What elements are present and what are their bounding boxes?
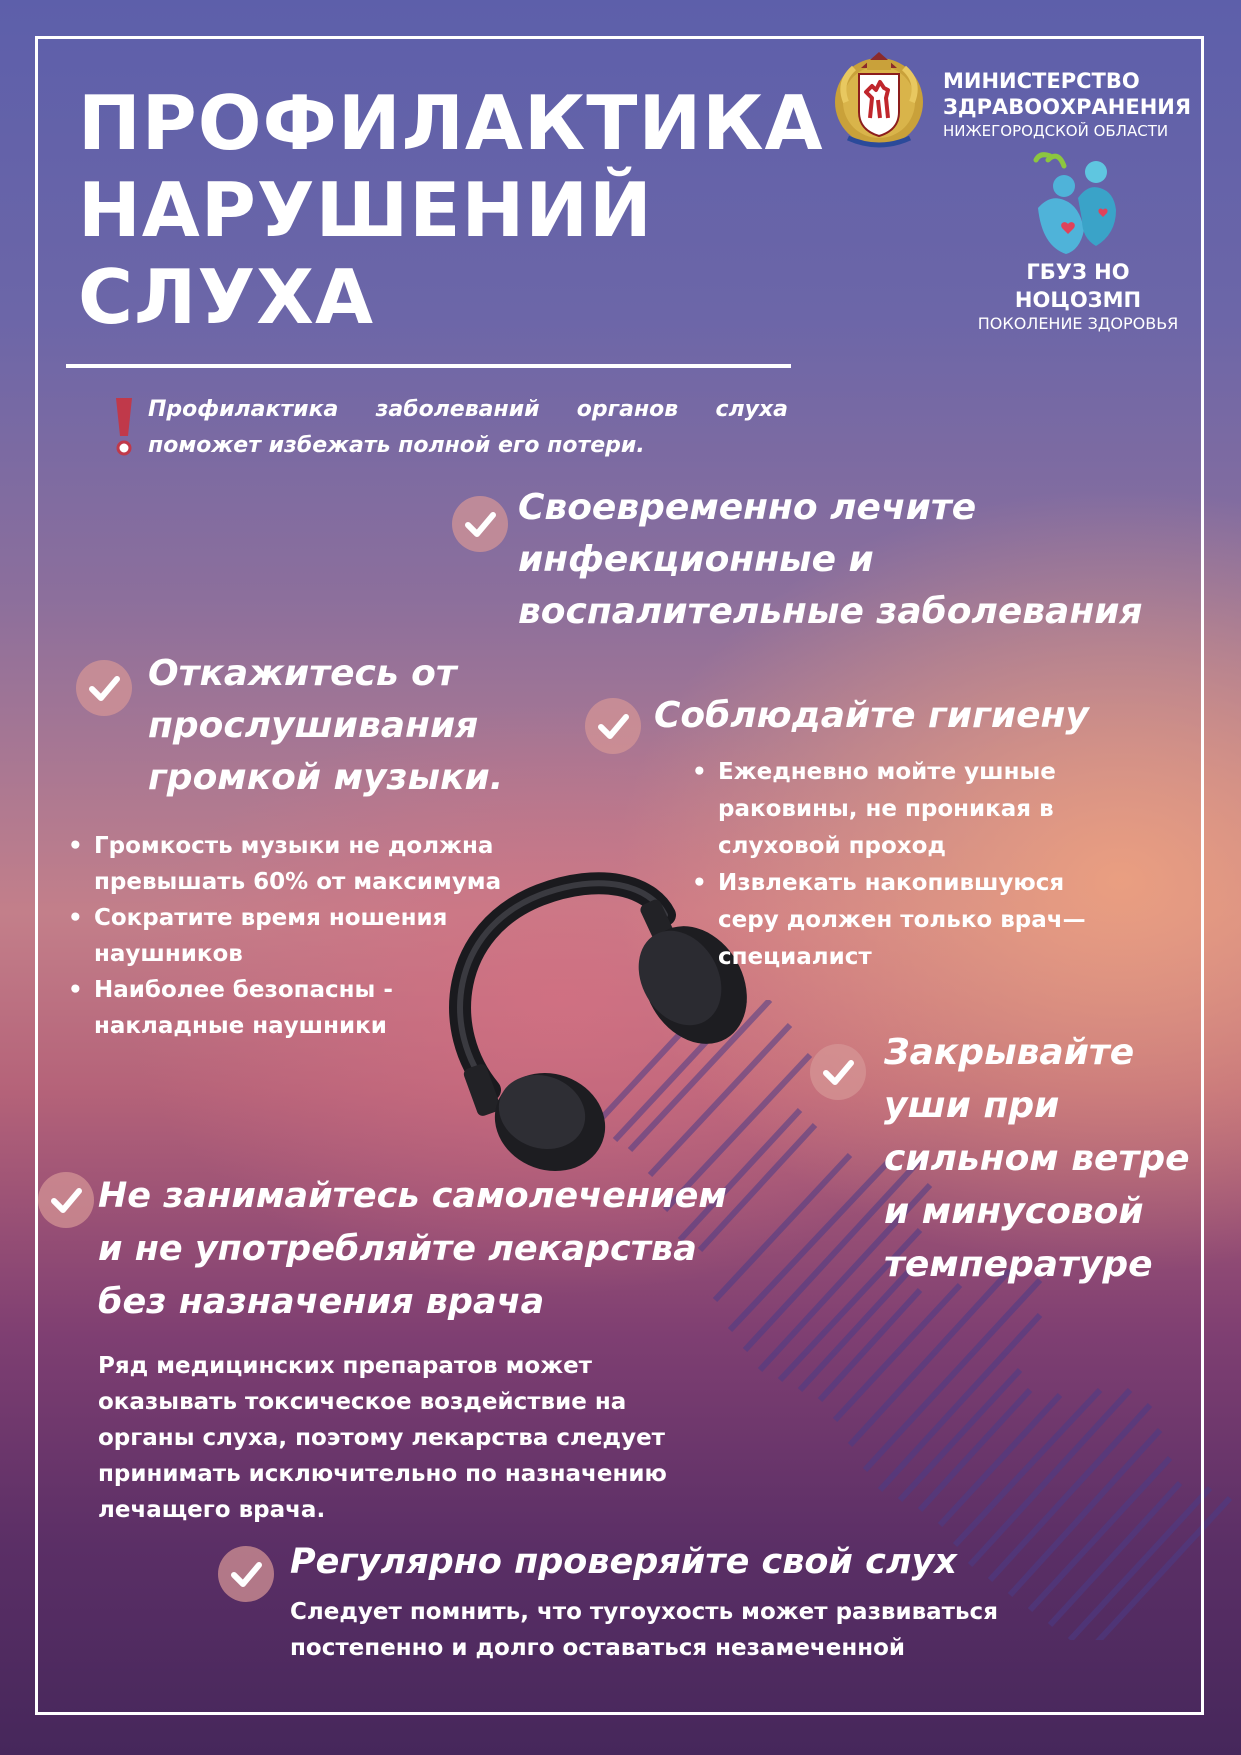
tip-music-heading [148, 648, 503, 804]
title-line-1: ПРОФИЛАКТИКА [78, 79, 824, 167]
check-icon [810, 1044, 866, 1100]
tip-selfmed-line-1: Не занимайтесь самолечением [98, 1176, 727, 1216]
ministry-line-2: ЗДРАВООХРАНЕНИЯ [943, 95, 1192, 119]
check-icon [76, 660, 132, 716]
tip-music-line-2: прослушивания [148, 705, 479, 746]
organization-subtitle: ПОКОЛЕНИЕ ЗДОРОВЬЯ [977, 314, 1179, 333]
tip-treat-line-1: Своевременно лечите [518, 487, 977, 528]
title-line-3: СЛУХА [78, 253, 375, 341]
exclamation-icon [112, 396, 136, 456]
list-item: • Извлекать накопившуюся серу должен только врач— специалист [688, 865, 1108, 976]
tip-hygiene-bullets [688, 754, 1108, 976]
check-icon [452, 496, 508, 552]
tip-wind-line-4: и минусовой [884, 1191, 1144, 1232]
check-icon [585, 698, 641, 754]
tip-selfmed-line-2: и не употребляйте лекарства [98, 1229, 697, 1269]
poster-title [78, 79, 824, 341]
check-icon [218, 1546, 274, 1602]
tip-selfmed-body: Ряд медицинских препаратов может оказывать токсическое воздействие на органы слуха, поэтому лекарства следует принимать исключительно по назначению лечащего врача. [98, 1353, 667, 1523]
tip-treat-line-3: воспалительные заболевания [518, 591, 1143, 632]
tip-wind-line-2: уши при [884, 1085, 1060, 1126]
tip-checkup-body: Следует помнить, что тугоухость может развиваться постепенно и долго оставаться незамеченной [290, 1599, 998, 1661]
ministry-name [943, 68, 1191, 142]
tip-music-line-1: Откажитесь от [148, 653, 457, 694]
title-divider [66, 364, 791, 368]
tip-treat-line-2: инфекционные и [518, 539, 874, 580]
list-item: • Сократите время ношения наушников [64, 900, 544, 972]
list-item: • Наиболее безопасны - накладные наушники [64, 972, 544, 1044]
title-line-2: НАРУШЕНИЙ [78, 166, 653, 254]
tip-checkup-heading: Регулярно проверяйте свой слух [290, 1542, 957, 1582]
tip-selfmed-heading [98, 1170, 727, 1329]
ministry-line-1: МИНИСТЕРСТВО [943, 69, 1140, 93]
mother-and-child-logo-icon [1030, 150, 1120, 256]
tip-wind-line-5: температуре [884, 1244, 1153, 1285]
tip-selfmed-line-3: без назначения врача [98, 1282, 545, 1322]
ministry-line-3: НИЖЕГОРОДСКОЙ ОБЛАСТИ [943, 122, 1169, 140]
organization-title: ГБУЗ НО НОЦОЗМП [1014, 260, 1142, 312]
organization-name [966, 258, 1190, 334]
tip-wind-line-3: сильном ветре [884, 1138, 1190, 1179]
list-item: • Громкость музыки не должна превышать 60% от максимума [64, 828, 544, 900]
check-icon [38, 1172, 94, 1228]
tip-wind-line-1: Закрывайте [884, 1032, 1135, 1073]
list-item: • Ежедневно мойте ушные раковины, не проникая в слуховой проход [688, 754, 1108, 865]
tip-wind-heading [884, 1026, 1190, 1291]
tip-music-bullets [64, 828, 544, 1044]
tip-hygiene-heading: Соблюдайте гигиену [654, 695, 1089, 736]
coat-of-arms-icon [826, 42, 932, 150]
tip-music-line-3: громкой музыки. [148, 757, 504, 798]
tip-treat-heading [518, 482, 1143, 638]
intro-text: Профилактика заболеваний органов слуха поможет избежать полной его потери. [148, 397, 788, 458]
